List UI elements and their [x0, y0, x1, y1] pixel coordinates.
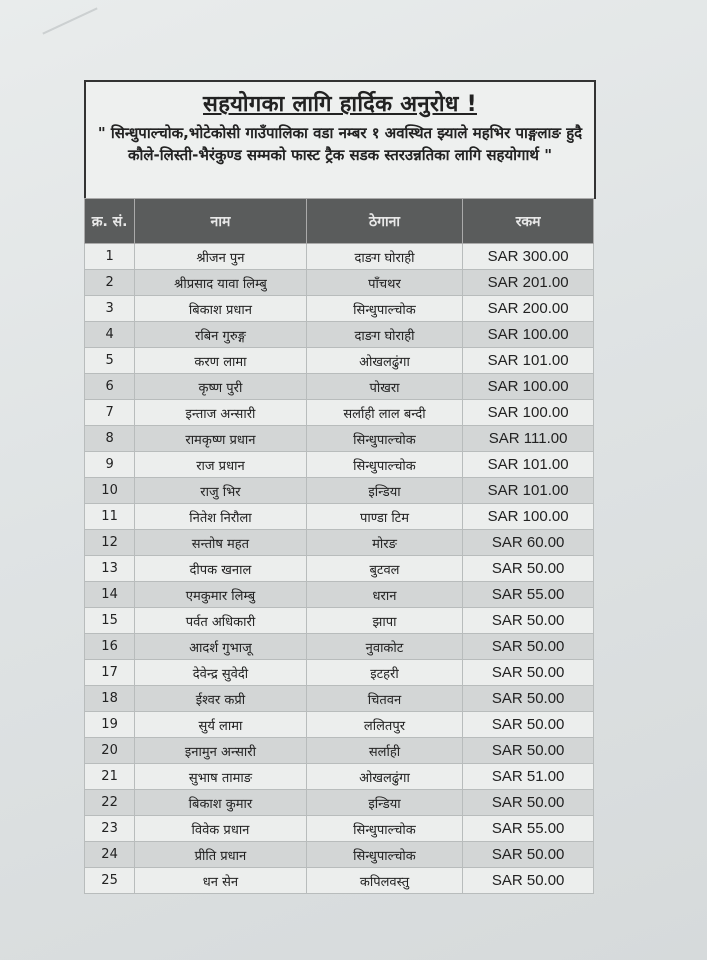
donor-name: इनामुन अन्सारी: [135, 738, 307, 764]
document-title: सहयोगका लागि हार्दिक अनुरोध !: [203, 92, 477, 117]
donor-address: इन्डिया: [306, 478, 463, 504]
table-row: [85, 686, 594, 712]
table-row: [85, 374, 594, 400]
row-number: 22: [85, 790, 135, 816]
donor-name: राजु भिर: [135, 478, 307, 504]
donor-address: नुवाकोट: [306, 634, 463, 660]
row-number: 10: [85, 478, 135, 504]
donation-amount: SAR 300.00: [463, 244, 594, 270]
donation-amount: SAR 200.00: [463, 296, 594, 322]
donor-address: बुटवल: [306, 556, 463, 582]
row-number: 15: [85, 608, 135, 634]
table-row: [85, 582, 594, 608]
donor-address: सिन्धुपाल्चोक: [306, 426, 463, 452]
donation-amount: SAR 50.00: [463, 686, 594, 712]
donor-name: प्रीति प्रधान: [135, 842, 307, 868]
donor-address: धरान: [306, 582, 463, 608]
donor-name: धन सेन: [135, 868, 307, 894]
donor-address: झापा: [306, 608, 463, 634]
donor-address: पोखरा: [306, 374, 463, 400]
donation-sheet: [84, 80, 596, 950]
row-number: 11: [85, 504, 135, 530]
donor-address: सिन्धुपाल्चोक: [306, 452, 463, 478]
donor-address: ओखलढुंगा: [306, 764, 463, 790]
row-number: 6: [85, 374, 135, 400]
donor-address: ओखलढुंगा: [306, 348, 463, 374]
donor-name: इन्ताज अन्सारी: [135, 400, 307, 426]
donor-address: सिन्धुपाल्चोक: [306, 816, 463, 842]
row-number: 14: [85, 582, 135, 608]
donor-name: सुर्य लामा: [135, 712, 307, 738]
table-row: [85, 296, 594, 322]
row-number: 3: [85, 296, 135, 322]
table-row: [85, 738, 594, 764]
row-number: 1: [85, 244, 135, 270]
donor-name: श्रीजन पुन: [135, 244, 307, 270]
column-header-name: नाम: [135, 199, 307, 244]
donor-name: रबिन गुरुङ्ग: [135, 322, 307, 348]
row-number: 8: [85, 426, 135, 452]
donation-amount: SAR 100.00: [463, 504, 594, 530]
document-subtitle: " सिन्धुपाल्चोक,भोटेकोसी गाउँपालिका वडा नम्बर १ अवस्थित झ्याले महभिर पाङ्गलाङ हुदै कौले-लिस्ती-भैरंकुण्ड सम्मको फास्ट ट्रैक सडक स्तरउन्नतिका लागि सहयोगार्थ ": [97, 124, 583, 164]
row-number: 18: [85, 686, 135, 712]
donor-name: नितेश निरौला: [135, 504, 307, 530]
donor-address: पाँचथर: [306, 270, 463, 296]
donor-name: विवेक प्रधान: [135, 816, 307, 842]
table-row: [85, 712, 594, 738]
donation-amount: SAR 50.00: [463, 712, 594, 738]
donor-address: ललितपुर: [306, 712, 463, 738]
donation-amount: SAR 100.00: [463, 374, 594, 400]
donation-amount: SAR 55.00: [463, 582, 594, 608]
donor-name: राज प्रधान: [135, 452, 307, 478]
donation-amount: SAR 101.00: [463, 452, 594, 478]
table-row: [85, 270, 594, 296]
table-row: [85, 530, 594, 556]
row-number: 20: [85, 738, 135, 764]
donor-name: बिकाश प्रधान: [135, 296, 307, 322]
table-row: [85, 556, 594, 582]
donor-name: पर्वत अधिकारी: [135, 608, 307, 634]
table-row: [85, 842, 594, 868]
row-number: 2: [85, 270, 135, 296]
donation-amount: SAR 101.00: [463, 348, 594, 374]
donation-amount: SAR 50.00: [463, 738, 594, 764]
donation-amount: SAR 50.00: [463, 790, 594, 816]
table-row: [85, 634, 594, 660]
column-header-number: क्र. सं.: [85, 199, 135, 244]
donation-amount: SAR 50.00: [463, 842, 594, 868]
donor-name: दीपक खनाल: [135, 556, 307, 582]
donation-amount: SAR 111.00: [463, 426, 594, 452]
donor-name: रामकृष्ण प्रधान: [135, 426, 307, 452]
column-header-amount: रकम: [463, 199, 594, 244]
row-number: 13: [85, 556, 135, 582]
donation-amount: SAR 50.00: [463, 608, 594, 634]
table-row: [85, 868, 594, 894]
row-number: 4: [85, 322, 135, 348]
donation-amount: SAR 101.00: [463, 478, 594, 504]
donor-address: सिन्धुपाल्चोक: [306, 842, 463, 868]
donor-table: [84, 198, 594, 894]
donor-address: पाण्डा टिम: [306, 504, 463, 530]
row-number: 23: [85, 816, 135, 842]
column-header-address: ठेगाना: [306, 199, 463, 244]
table-row: [85, 426, 594, 452]
donor-name: देवेन्द्र सुवेदी: [135, 660, 307, 686]
donation-amount: SAR 60.00: [463, 530, 594, 556]
row-number: 16: [85, 634, 135, 660]
donor-name: सन्तोष महत: [135, 530, 307, 556]
donor-name: आदर्श गुभाजू: [135, 634, 307, 660]
donation-amount: SAR 50.00: [463, 660, 594, 686]
donor-address: दाङग घोराही: [306, 244, 463, 270]
donor-address: चितवन: [306, 686, 463, 712]
table-row: [85, 660, 594, 686]
donation-amount: SAR 100.00: [463, 322, 594, 348]
donor-table-body: [85, 244, 594, 894]
donor-name: करण लामा: [135, 348, 307, 374]
paper-mark: [42, 7, 97, 34]
table-row: [85, 400, 594, 426]
donor-address: मोरङ: [306, 530, 463, 556]
table-header-row: [85, 199, 594, 244]
table-row: [85, 322, 594, 348]
donation-amount: SAR 50.00: [463, 634, 594, 660]
row-number: 19: [85, 712, 135, 738]
donation-amount: SAR 50.00: [463, 556, 594, 582]
donor-address: कपिलवस्तु: [306, 868, 463, 894]
donor-name: ईश्वर कप्री: [135, 686, 307, 712]
donor-address: सिन्धुपाल्चोक: [306, 296, 463, 322]
table-row: [85, 790, 594, 816]
donor-name: एमकुमार लिम्बु: [135, 582, 307, 608]
donation-amount: SAR 50.00: [463, 868, 594, 894]
donor-address: दाङग घोराही: [306, 322, 463, 348]
row-number: 9: [85, 452, 135, 478]
table-row: [85, 504, 594, 530]
donor-address: इटहरी: [306, 660, 463, 686]
row-number: 5: [85, 348, 135, 374]
donation-amount: SAR 100.00: [463, 400, 594, 426]
row-number: 24: [85, 842, 135, 868]
donor-name: सुभाष तामाङ: [135, 764, 307, 790]
row-number: 25: [85, 868, 135, 894]
donation-amount: SAR 51.00: [463, 764, 594, 790]
table-row: [85, 348, 594, 374]
table-row: [85, 816, 594, 842]
table-row: [85, 478, 594, 504]
donor-name: कृष्ण पुरी: [135, 374, 307, 400]
table-row: [85, 608, 594, 634]
donor-name: बिकाश कुमार: [135, 790, 307, 816]
donation-amount: SAR 55.00: [463, 816, 594, 842]
donor-address: इन्डिया: [306, 790, 463, 816]
donor-address: सर्लाही लाल बन्दी: [306, 400, 463, 426]
donation-amount: SAR 201.00: [463, 270, 594, 296]
donor-name: श्रीप्रसाद यावा लिम्बु: [135, 270, 307, 296]
table-row: [85, 764, 594, 790]
document-header: [84, 80, 596, 199]
row-number: 7: [85, 400, 135, 426]
table-row: [85, 244, 594, 270]
row-number: 17: [85, 660, 135, 686]
donor-address: सर्लाही: [306, 738, 463, 764]
row-number: 21: [85, 764, 135, 790]
row-number: 12: [85, 530, 135, 556]
table-row: [85, 452, 594, 478]
